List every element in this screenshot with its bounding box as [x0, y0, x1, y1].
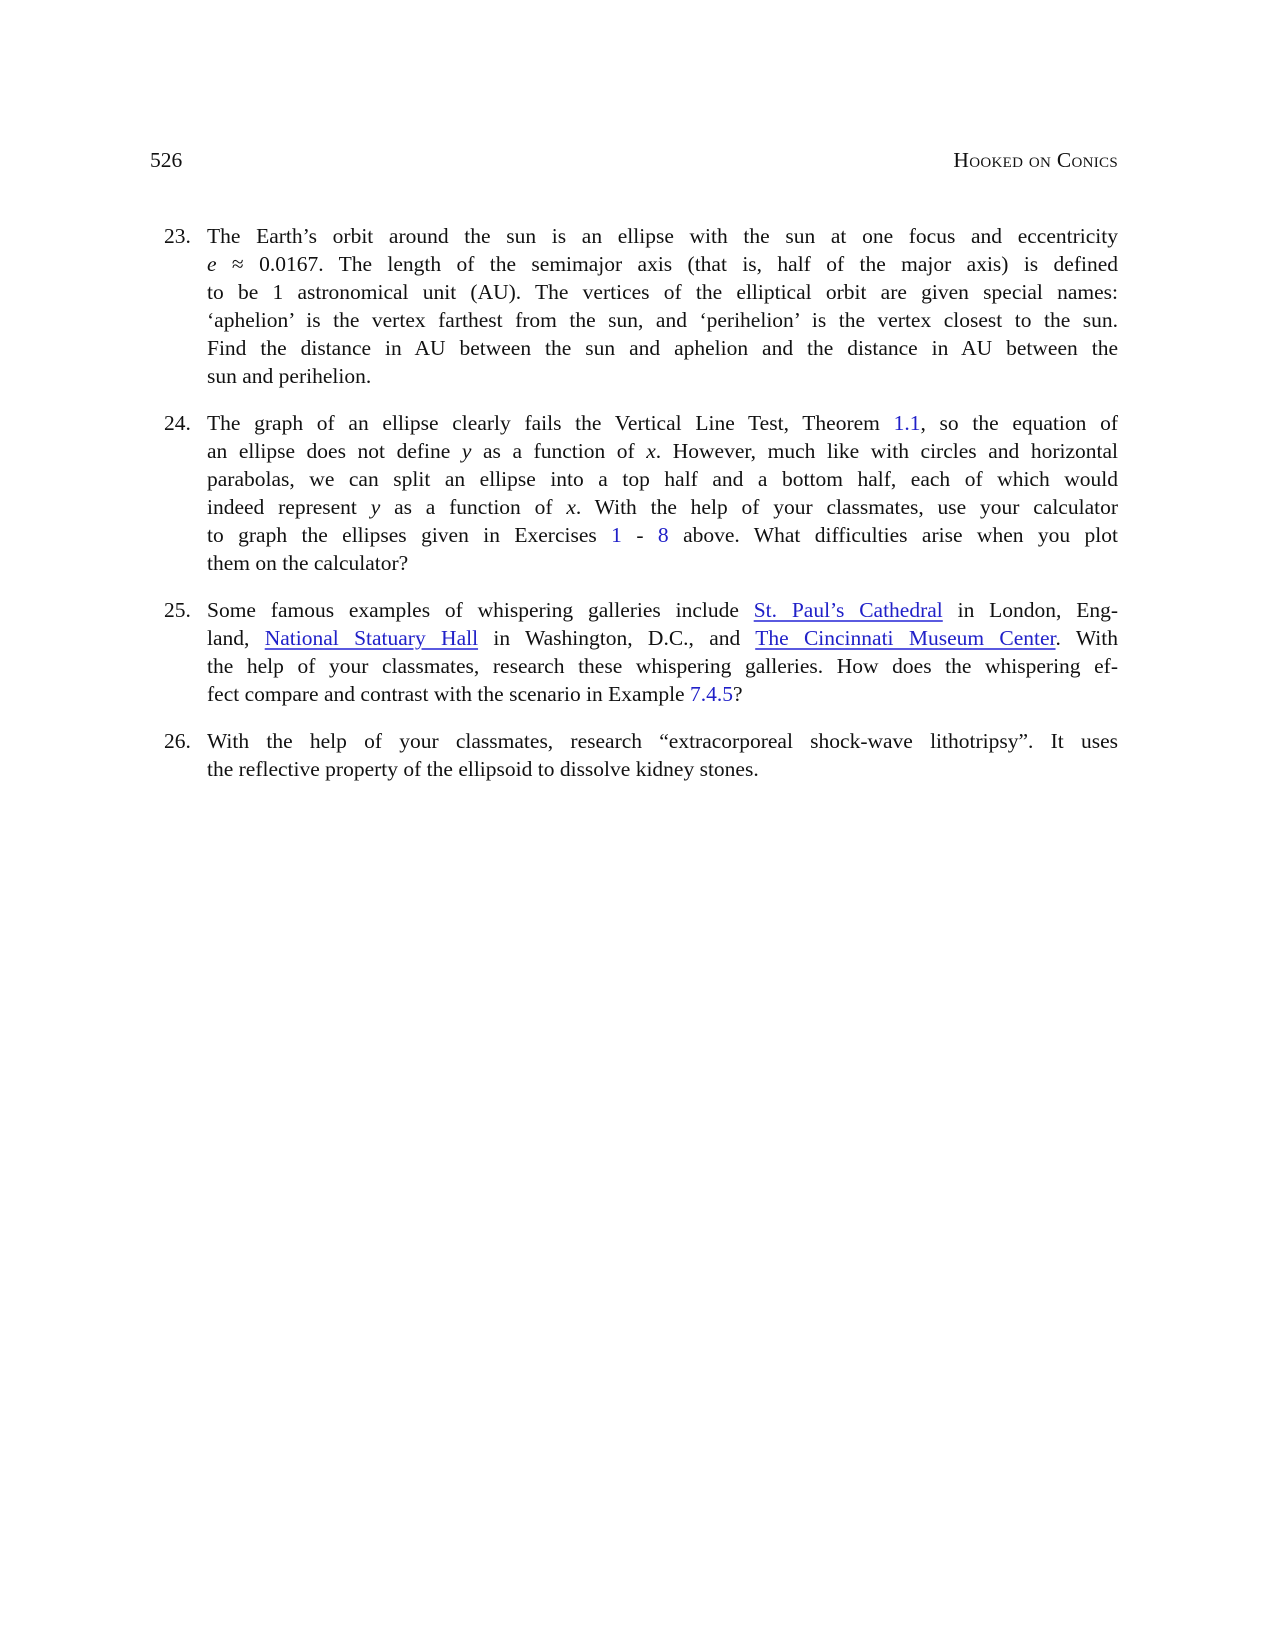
text-line: sun and perihelion.	[207, 364, 372, 388]
text: in Washington, D.C., and	[478, 626, 756, 650]
text-line: The Earth’s orbit around the sun is an ellipse with the sun at one focus and eccentricity	[207, 224, 1118, 248]
exercise-8-link[interactable]: 8	[657, 523, 669, 547]
text: Some famous examples of whispering galleries include	[207, 598, 754, 622]
math-y: y	[461, 439, 472, 463]
text: to graph the ellipses given in Exercises	[207, 523, 612, 547]
text: above. What difficulties arise when you plot	[668, 523, 1118, 547]
text-line	[207, 596, 1118, 624]
exercise-1-link[interactable]: 1	[611, 523, 622, 547]
page-number: 526	[150, 148, 183, 172]
national-statuary-hall-link[interactable]: National Statuary Hall	[264, 626, 479, 650]
math-x: x	[566, 495, 576, 519]
text: ?	[732, 682, 743, 706]
exercise-number: 24.	[164, 411, 191, 435]
text-line: them on the calculator?	[207, 551, 409, 575]
text-line	[207, 409, 1118, 437]
text: . However, much like with circles and horizontal	[655, 439, 1118, 463]
text-line: Find the distance in AU between the sun and aphelion and the distance in AU between the	[207, 336, 1118, 360]
exercise-number: 26.	[164, 729, 191, 753]
theorem-1-1-link[interactable]: 1.1	[893, 411, 921, 435]
text: an ellipse does not define	[207, 439, 462, 463]
math-e: e	[207, 252, 217, 276]
text: The graph of an ellipse clearly fails the Vertical Line Test, Theorem	[207, 411, 894, 435]
text-line	[207, 493, 1118, 521]
math-y: y	[370, 495, 381, 519]
text-line	[207, 680, 1118, 708]
text-line: to be 1 astronomical unit (AU). The vertices of the elliptical orbit are given special names:	[207, 280, 1118, 304]
text-line: parabolas, we can split an ellipse into a top half and a bottom half, each of which would	[207, 467, 1118, 491]
exercise-number: 25.	[164, 598, 191, 622]
text-line	[207, 250, 1118, 278]
text: , so the equation of	[920, 411, 1118, 435]
exercise-number: 23.	[164, 224, 191, 248]
text: . With	[1055, 626, 1118, 650]
text-line: the reflective property of the ellipsoid to dissolve kidney stones.	[207, 757, 759, 781]
math-x: x	[646, 439, 656, 463]
text: land,	[207, 626, 265, 650]
text-line	[207, 624, 1118, 652]
running-title: Hooked on Conics	[953, 148, 1118, 172]
text: -	[621, 523, 658, 547]
text: as a function of	[471, 439, 647, 463]
st-pauls-cathedral-link[interactable]: St. Paul’s Cathedral	[753, 598, 943, 622]
text-line	[207, 437, 1118, 465]
text: in London, Eng-	[942, 598, 1118, 622]
text: indeed represent	[207, 495, 371, 519]
text-line: the help of your classmates, research these whispering galleries. How does the whispering ef-	[207, 654, 1118, 678]
cincinnati-museum-center-link[interactable]: The Cincinnati Museum Center	[755, 626, 1056, 650]
text: as a function of	[380, 495, 567, 519]
text-line: With the help of your classmates, research “extracorporeal shock-wave lithotripsy”. It uses	[207, 729, 1118, 753]
text-line: ‘aphelion’ is the vertex farthest from the sun, and ‘perihelion’ is the vertex closest to the sun.	[207, 308, 1118, 332]
text-line	[207, 521, 1118, 549]
text: fect compare and contrast with the scenario in Example	[207, 682, 690, 706]
text: . With the help of your classmates, use your calculator	[575, 495, 1118, 519]
example-7-4-5-link[interactable]: 7.4.5	[689, 682, 733, 706]
text: ≈ 0.0167. The length of the semimajor axis (that is, half of the major axis) is defined	[216, 252, 1118, 276]
